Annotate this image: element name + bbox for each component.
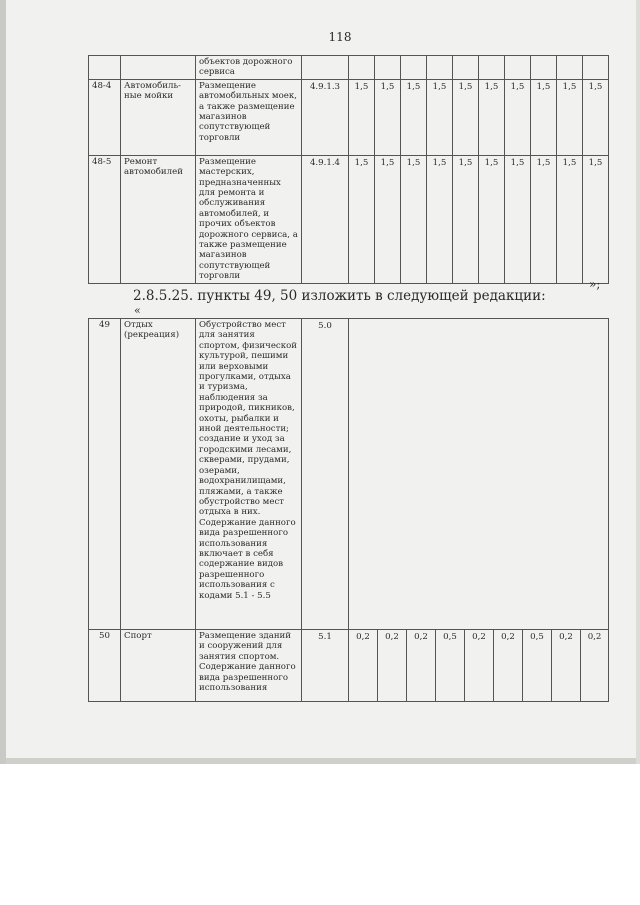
row-value: 1,5 — [505, 79, 531, 155]
row-name — [121, 56, 196, 80]
row-value: 0,5 — [436, 630, 465, 702]
row-value: 1,5 — [401, 155, 427, 283]
row-value — [557, 56, 583, 80]
row-value: 1,5 — [479, 155, 505, 283]
row-value: 1,5 — [401, 79, 427, 155]
row-description: Обустройство мест для занятия спортом, физической культурой, пешими или верховыми прогулками, отдыха и туризма, наблюдения за природой, пикников, охоты, рыбалки и иной деятельности; создание и уход за городскими лесами, скверами, прудами, озерами, водохранилищами, пляжами, а также обустройство мест отдыха в них. Содержание данного вида разрешенного использования включает в себя содержание видов разрешенного использования с кодами 5.1 - 5.5 — [196, 319, 302, 630]
row-value — [427, 56, 453, 80]
row-code: 5.0 — [302, 319, 349, 630]
row-value: 0,2 — [378, 630, 407, 702]
row-value — [531, 56, 557, 80]
table-row — [89, 630, 609, 702]
row-value: 1,5 — [375, 155, 401, 283]
row-value: 1,5 — [583, 79, 609, 155]
row-value: 1,5 — [531, 79, 557, 155]
row-value: 0,2 — [349, 630, 378, 702]
row-id: 50 — [89, 630, 121, 702]
opening-quote: « — [134, 304, 141, 317]
table-row — [89, 79, 609, 155]
amendment-heading: 2.8.5.25. пункты 49, 50 изложить в следующей редакции: — [133, 288, 546, 304]
row-description: Размещение зданий и сооружений для занятия спортом. Содержание данного вида разрешенного использования — [196, 630, 302, 702]
row-id: 48-5 — [89, 155, 121, 283]
row-name: Автомобиль-ные мойки — [121, 79, 196, 155]
row-description: Размещение мастерских, предназначенных для ремонта и обслуживания автомобилей, и прочих объектов дорожного сервиса, а также размещение магазинов сопутствующей торговли — [196, 155, 302, 283]
row-value — [453, 56, 479, 80]
bottom-table — [88, 318, 609, 702]
row-value — [583, 56, 609, 80]
page-number: 118 — [328, 30, 352, 44]
row-value: 1,5 — [505, 155, 531, 283]
merged-empty-cell — [349, 319, 609, 630]
row-code: 4.9.1.3 — [302, 79, 349, 155]
row-id: 49 — [89, 319, 121, 630]
row-value: 0,5 — [523, 630, 552, 702]
row-value: 0,2 — [407, 630, 436, 702]
row-code: 4.9.1.4 — [302, 155, 349, 283]
row-value: 1,5 — [453, 155, 479, 283]
row-value: 1,5 — [349, 155, 375, 283]
row-value: 0,2 — [494, 630, 523, 702]
row-value: 0,2 — [581, 630, 609, 702]
row-id: 48-4 — [89, 79, 121, 155]
row-value: 1,5 — [583, 155, 609, 283]
row-value: 1,5 — [531, 155, 557, 283]
row-value: 1,5 — [427, 79, 453, 155]
closing-quote: »; — [589, 277, 601, 291]
row-description: объектов дорожного сервиса — [196, 56, 302, 80]
scan-edge-right — [636, 0, 640, 764]
row-value: 1,5 — [427, 155, 453, 283]
scan-edge-left — [0, 0, 6, 764]
row-value — [349, 56, 375, 80]
row-value: 1,5 — [557, 79, 583, 155]
row-value: 0,2 — [552, 630, 581, 702]
row-name: Ремонт автомобилей — [121, 155, 196, 283]
row-description: Размещение автомобильных моек, а также размещение магазинов сопутствующей торговли — [196, 79, 302, 155]
row-value: 0,2 — [465, 630, 494, 702]
row-name: Отдых (рекреация) — [121, 319, 196, 630]
table-row — [89, 155, 609, 283]
table-row — [89, 319, 609, 630]
top-table — [88, 55, 609, 284]
row-id — [89, 56, 121, 80]
row-value — [401, 56, 427, 80]
row-value: 1,5 — [375, 79, 401, 155]
row-value — [505, 56, 531, 80]
row-name: Спорт — [121, 630, 196, 702]
row-code — [302, 56, 349, 80]
row-value — [479, 56, 505, 80]
row-value: 1,5 — [453, 79, 479, 155]
table-row — [89, 56, 609, 80]
row-value: 1,5 — [557, 155, 583, 283]
row-value: 1,5 — [349, 79, 375, 155]
row-code: 5.1 — [302, 630, 349, 702]
row-value — [375, 56, 401, 80]
row-value: 1,5 — [479, 79, 505, 155]
